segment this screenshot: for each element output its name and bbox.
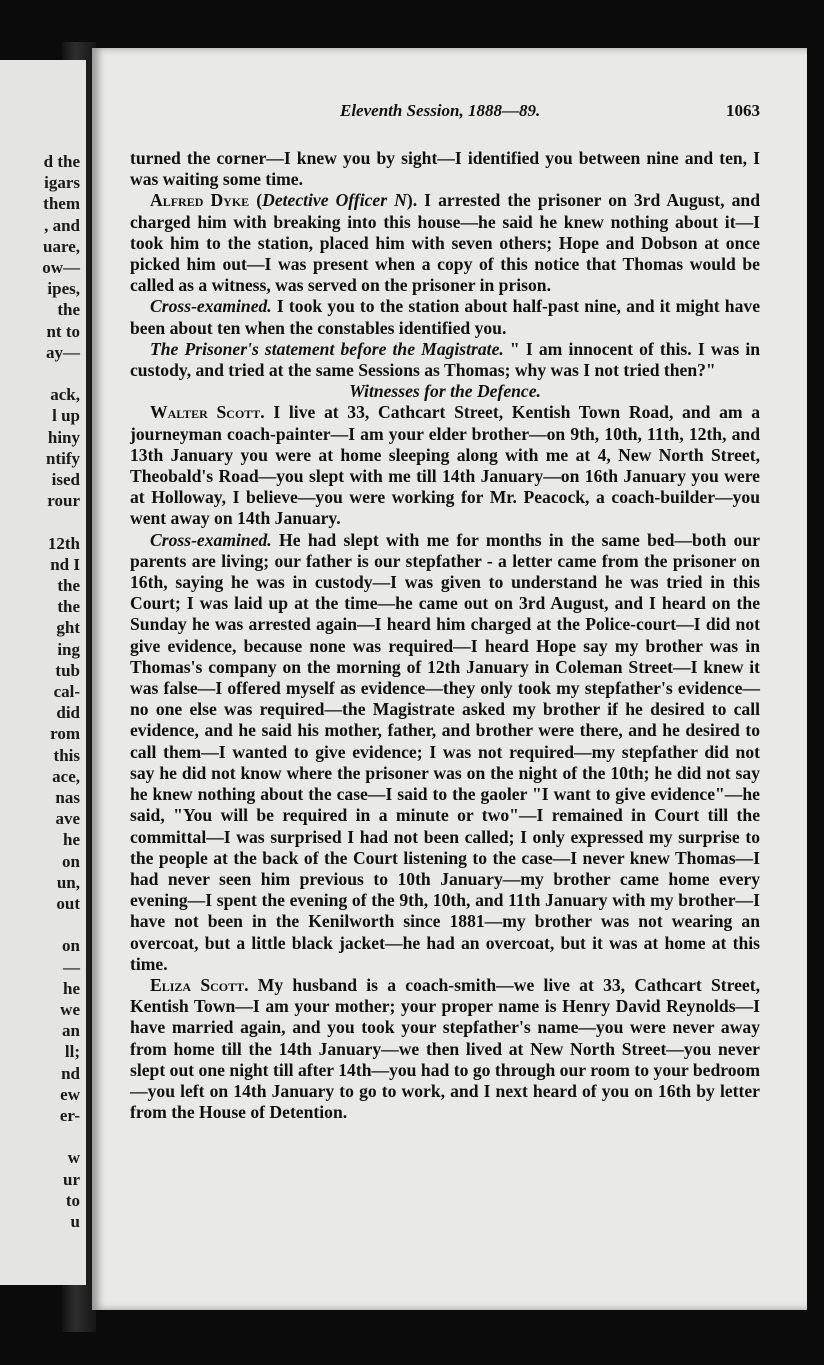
page-body xyxy=(130,148,760,1123)
paragraph-cross-examination-1 xyxy=(130,296,760,338)
session-title: Eleventh Session, 1888—89. xyxy=(340,101,541,120)
left-page-fragment: nas xyxy=(55,788,80,807)
statement-label: The Prisoner's statement before the Magistrate. xyxy=(150,338,504,359)
left-page-fragment: cal- xyxy=(53,682,80,701)
witness-name: Alfred Dyke xyxy=(150,190,250,211)
left-page-fragment: to xyxy=(65,1190,80,1210)
left-page-fragment: he xyxy=(63,978,80,998)
left-page-fragment: ing xyxy=(57,639,80,659)
testimony-text: . I arrested the prisoner on 3rd August, and charged him with breaking into this house—he said he knew nothing about it—I took him to the station, placed him with seven others; Hope and Dobson at once picked him out—I was present when a copy of this notice that Thomas would be called as a witness, was served on the prisoner in prison. xyxy=(130,190,760,296)
left-page-fragment: ipes, xyxy=(47,279,80,299)
witness-role: Detective Officer N xyxy=(262,190,407,211)
testimony-text: I live at 33, Cathcart Street, Kentish Town Road, and am a journeyman coach-painter—I am your elder brother—on 9th, 10th, 11th, 12th, and 13th January you were at home sleeping along with me at 4, New North Street, Theobald's Road—you slept with me till 14th January—on 16th January you were at Holloway, I believe—you were working for Mr. Peacock, a coach-builder—you went away on 14th January. xyxy=(130,402,760,529)
left-page-fragment: ace, xyxy=(52,766,80,786)
statement-text: " I am innocent of this. I was in custody, and tried at the same Sessions as Thomas; why was I not tried then?" xyxy=(130,338,760,381)
left-page-fragment: nt to xyxy=(46,321,80,341)
left-page-fragment: un, xyxy=(56,872,80,892)
left-page-fragment: ll; xyxy=(64,1042,80,1062)
left-page-fragment: this xyxy=(53,745,80,765)
left-page-fragment: them xyxy=(43,194,80,214)
left-page-fragment: the xyxy=(57,576,80,595)
left-page-fragment: did xyxy=(56,703,80,723)
left-page-fragment: ur xyxy=(63,1169,80,1189)
left-page-fragment: uare, xyxy=(43,236,80,256)
left-page-fragment: on xyxy=(62,851,80,871)
left-page-fragment: u xyxy=(70,1212,80,1231)
page-number: 1063 xyxy=(726,101,760,120)
left-page-fragment: nd xyxy=(61,1063,80,1083)
cross-examined-label: Cross-examined. xyxy=(150,529,272,550)
left-page-fragment: ave xyxy=(55,809,80,829)
left-page-fragment: 12th xyxy=(47,533,80,553)
left-page-fragment: l up xyxy=(52,406,80,426)
left-page-fragment: on xyxy=(62,936,80,956)
left-page-fragment: er- xyxy=(59,1106,80,1125)
paragraph-walter-scott xyxy=(130,402,760,529)
left-page-fragment: — xyxy=(63,957,80,977)
left-page-fragment: d the xyxy=(43,152,80,171)
left-page-fragment: rour xyxy=(47,491,80,511)
left-page-fragment: ght xyxy=(56,618,80,638)
page-header xyxy=(140,101,760,125)
left-page xyxy=(0,60,89,1285)
paragraph-eliza-scott xyxy=(130,975,760,1123)
cross-examined-label: Cross-examined. xyxy=(150,296,272,317)
left-page-fragment: the xyxy=(57,597,80,617)
left-page-fragment: ntify xyxy=(46,448,80,468)
left-page-fragment: an xyxy=(62,1021,80,1041)
left-page-fragment: ack, xyxy=(50,385,80,405)
left-page-fragment: igars xyxy=(44,173,80,193)
left-page-fragment: ew xyxy=(60,1084,80,1104)
left-page-fragment: ow— xyxy=(42,258,80,277)
witness-name: Walter Scott. xyxy=(150,402,265,423)
testimony-text: I took you to the station about half-past nine, and it might have been about ten when the constables identified you. xyxy=(130,296,760,338)
paragraph-cross-examination-2 xyxy=(130,530,760,975)
left-page-fragment: , and xyxy=(44,215,80,235)
paragraph-alfred-dyke: Alfred Dyke (Detective Officer N). I arrested the prisoner on 3rd August, and charged him with breaking into this house—he said he knew nothing about it—I took him to the station, placed him with seven others; Hope and Dobson at once picked him out—I was present when a copy of this notice that Thomas would be called as a witness, was served on the prisoner in prison. xyxy=(130,190,760,296)
left-page-fragment: we xyxy=(60,1000,80,1019)
left-page-fragment: nd I xyxy=(50,554,80,574)
witness-name: Eliza Scott. xyxy=(150,974,249,995)
section-heading: Witnesses for the Defence. xyxy=(349,381,541,402)
left-page-fragment: w xyxy=(67,1148,80,1168)
left-page-fragment: out xyxy=(56,894,80,913)
testimony-text: My husband is a coach-smith—we live at 33, Cathcart Street, Kentish Town—I am your mother; your proper name is Henry David Reynolds—I have married again, and you took your stepfather's name—you were never away from home till the 14th January—we then lived at New North Street—you never slept out one night till after 14th—you had to go through our room to your bedroom—you left on 14th January to go to work, and I next heard of you on 16th by letter from the House of Detention. xyxy=(130,974,760,1123)
left-page-fragment: tub xyxy=(55,660,80,680)
left-page-fragment: ised xyxy=(51,470,80,489)
left-page-fragment: hiny xyxy=(47,427,80,447)
left-page-fragment: the xyxy=(57,300,80,320)
paragraph-prisoner-statement xyxy=(130,339,760,381)
left-page-fragment: rom xyxy=(50,724,80,744)
left-page-fragment: ay— xyxy=(46,342,80,362)
testimony-text: He had slept with me for months in the same bed—both our parents are living; our father is our stepfather - a letter came from the prisoner on 16th, saying he was in custody—I was given to understand he was tried in this Court; I was laid up at the time—he came out on 3rd August, and I heard on the Sunday he was arrested again—I heard him charged at the Police-court—I did not give evidence, because none was required—I heard Hope say my brother was in Thomas's company on the morning of 12th January in Coleman Street—I knew it was false—I offered myself as evidence—they only took my stepfather's evidence—no one else was required—the Magistrate asked my brother if he desired to call evidence, and he said his mother, father, and brother were there, and he desired to call them—I wanted to give evidence; I was not required—my stepfather did not say he did not know where the prisoner was on the night of the 10th; he did not say he knew nothing about the case—I said to the gaoler "I want to give evidence"—he said, "You will be required in a minute or two"—I remained in Court till the committal—I was surprised I had not been called; I only expressed my surprise to the people at the back of the Court listening to the case—I never knew Thomas—I had never seen him previous to 10th January—my brother came home every evening—I spent the evening of the 9th, 10th, and 11th January with my brother—I have not been in the Kenilworth since 1881—my brother was not wearing an overcoat, but a little black jacket—he had an overcoat, but it was at home at this time. xyxy=(130,529,760,974)
paragraph-continuation: turned the corner—I knew you by sight—I identified you between nine and ten, I was waiting some time. xyxy=(130,148,760,190)
left-page-fragment: he xyxy=(63,830,80,850)
